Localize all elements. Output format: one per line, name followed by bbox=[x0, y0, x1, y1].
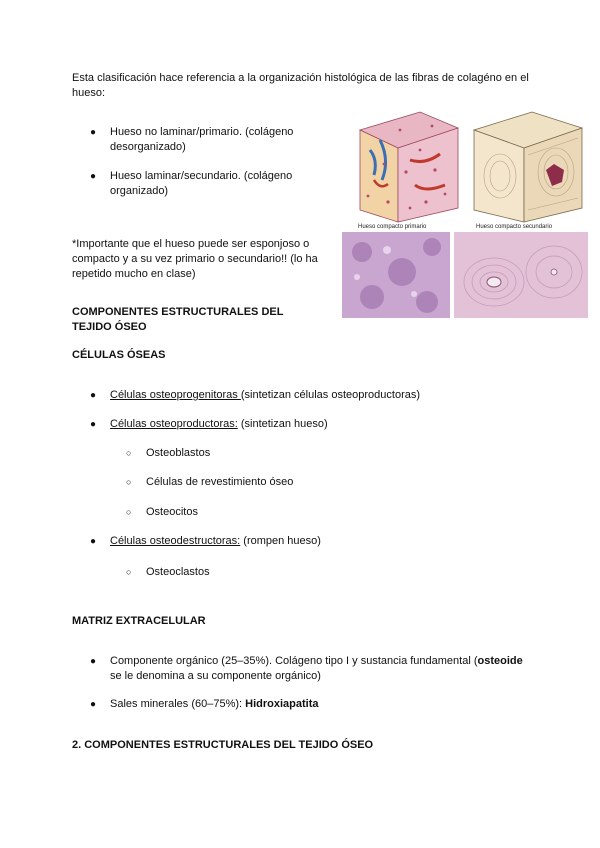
cells-heading: CÉLULAS ÓSEAS bbox=[72, 349, 166, 361]
primary-micrograph bbox=[342, 232, 450, 318]
cell-term: Células osteoprogenitoras bbox=[110, 389, 241, 401]
circle-bullet-icon: ○ bbox=[126, 507, 132, 517]
bullet-icon: ● bbox=[90, 419, 97, 430]
sub-list-item bbox=[126, 505, 198, 520]
cell-desc: (sintetizan células osteoproductoras) bbox=[240, 389, 421, 401]
sub-list-item bbox=[126, 475, 293, 490]
sub-item-label: Células de revestimiento óseo bbox=[146, 476, 294, 488]
list-item bbox=[90, 417, 530, 432]
sub-list-item bbox=[126, 565, 210, 580]
matrix-heading: MATRIZ EXTRACELULAR bbox=[72, 615, 206, 627]
secondary-bone-illustration bbox=[466, 110, 588, 230]
secondary-micrograph bbox=[454, 232, 588, 318]
next-section-title: 2. COMPONENTES ESTRUCTURALES DEL TEJIDO ÓSEO bbox=[72, 739, 374, 751]
mineral-component-text: Sales minerales (60–75%): Hidroxiapatita bbox=[110, 698, 319, 710]
bullet-icon: ● bbox=[90, 699, 97, 710]
list-item bbox=[90, 125, 320, 155]
list-item bbox=[90, 697, 530, 712]
circle-bullet-icon: ○ bbox=[126, 567, 132, 577]
bullet-icon: ● bbox=[90, 536, 97, 547]
circle-bullet-icon: ○ bbox=[126, 477, 132, 487]
organic-component-text: Componente orgánico (25–35%). Colágeno tipo I y sustancia fundamental (osteoide se le denomina a su componente orgánico) bbox=[110, 655, 523, 682]
primary-bone-illustration bbox=[340, 110, 462, 230]
cell-desc: (sintetizan hueso) bbox=[237, 418, 328, 430]
bullet-icon: ● bbox=[90, 127, 97, 138]
bullet-icon: ● bbox=[90, 171, 97, 182]
bullet-icon: ● bbox=[90, 390, 97, 401]
list-item bbox=[90, 388, 530, 403]
sub-item-label: Osteoclastos bbox=[146, 566, 210, 578]
list-item bbox=[90, 534, 530, 549]
note-paragraph: *Importante que el hueso puede ser esponjoso o compacto y a su vez primario o secundario!! (lo ha repetido mucho en clase) bbox=[72, 238, 318, 280]
sub-item-label: Osteocitos bbox=[146, 506, 198, 518]
cell-term: Células osteoproductoras: bbox=[110, 418, 238, 430]
cell-term: Células osteodestructoras: bbox=[110, 535, 241, 547]
bullet-icon: ● bbox=[90, 656, 97, 667]
label-primary: Hueso compacto primario bbox=[358, 224, 427, 230]
section-title: COMPONENTES ESTRUCTURALES DEL TEJIDO ÓSEO bbox=[72, 306, 284, 333]
sub-item-label: Osteoblastos bbox=[146, 447, 211, 459]
cell-desc: (rompen hueso) bbox=[240, 535, 321, 547]
bone-type-primary: Hueso no laminar/primario. (colágeno desorganizado) bbox=[110, 126, 294, 153]
list-item bbox=[90, 654, 535, 684]
sub-list-item bbox=[126, 446, 210, 461]
circle-bullet-icon: ○ bbox=[126, 448, 132, 458]
label-secondary: Hueso compacto secundario bbox=[476, 224, 553, 230]
bone-type-secondary: Hueso laminar/secundario. (colágeno organizado) bbox=[110, 170, 293, 197]
histology-figure bbox=[340, 110, 588, 318]
list-item bbox=[90, 169, 320, 199]
intro-paragraph: Esta clasificación hace referencia a la organización histológica de las fibras de colagéno en el hueso: bbox=[72, 72, 529, 99]
